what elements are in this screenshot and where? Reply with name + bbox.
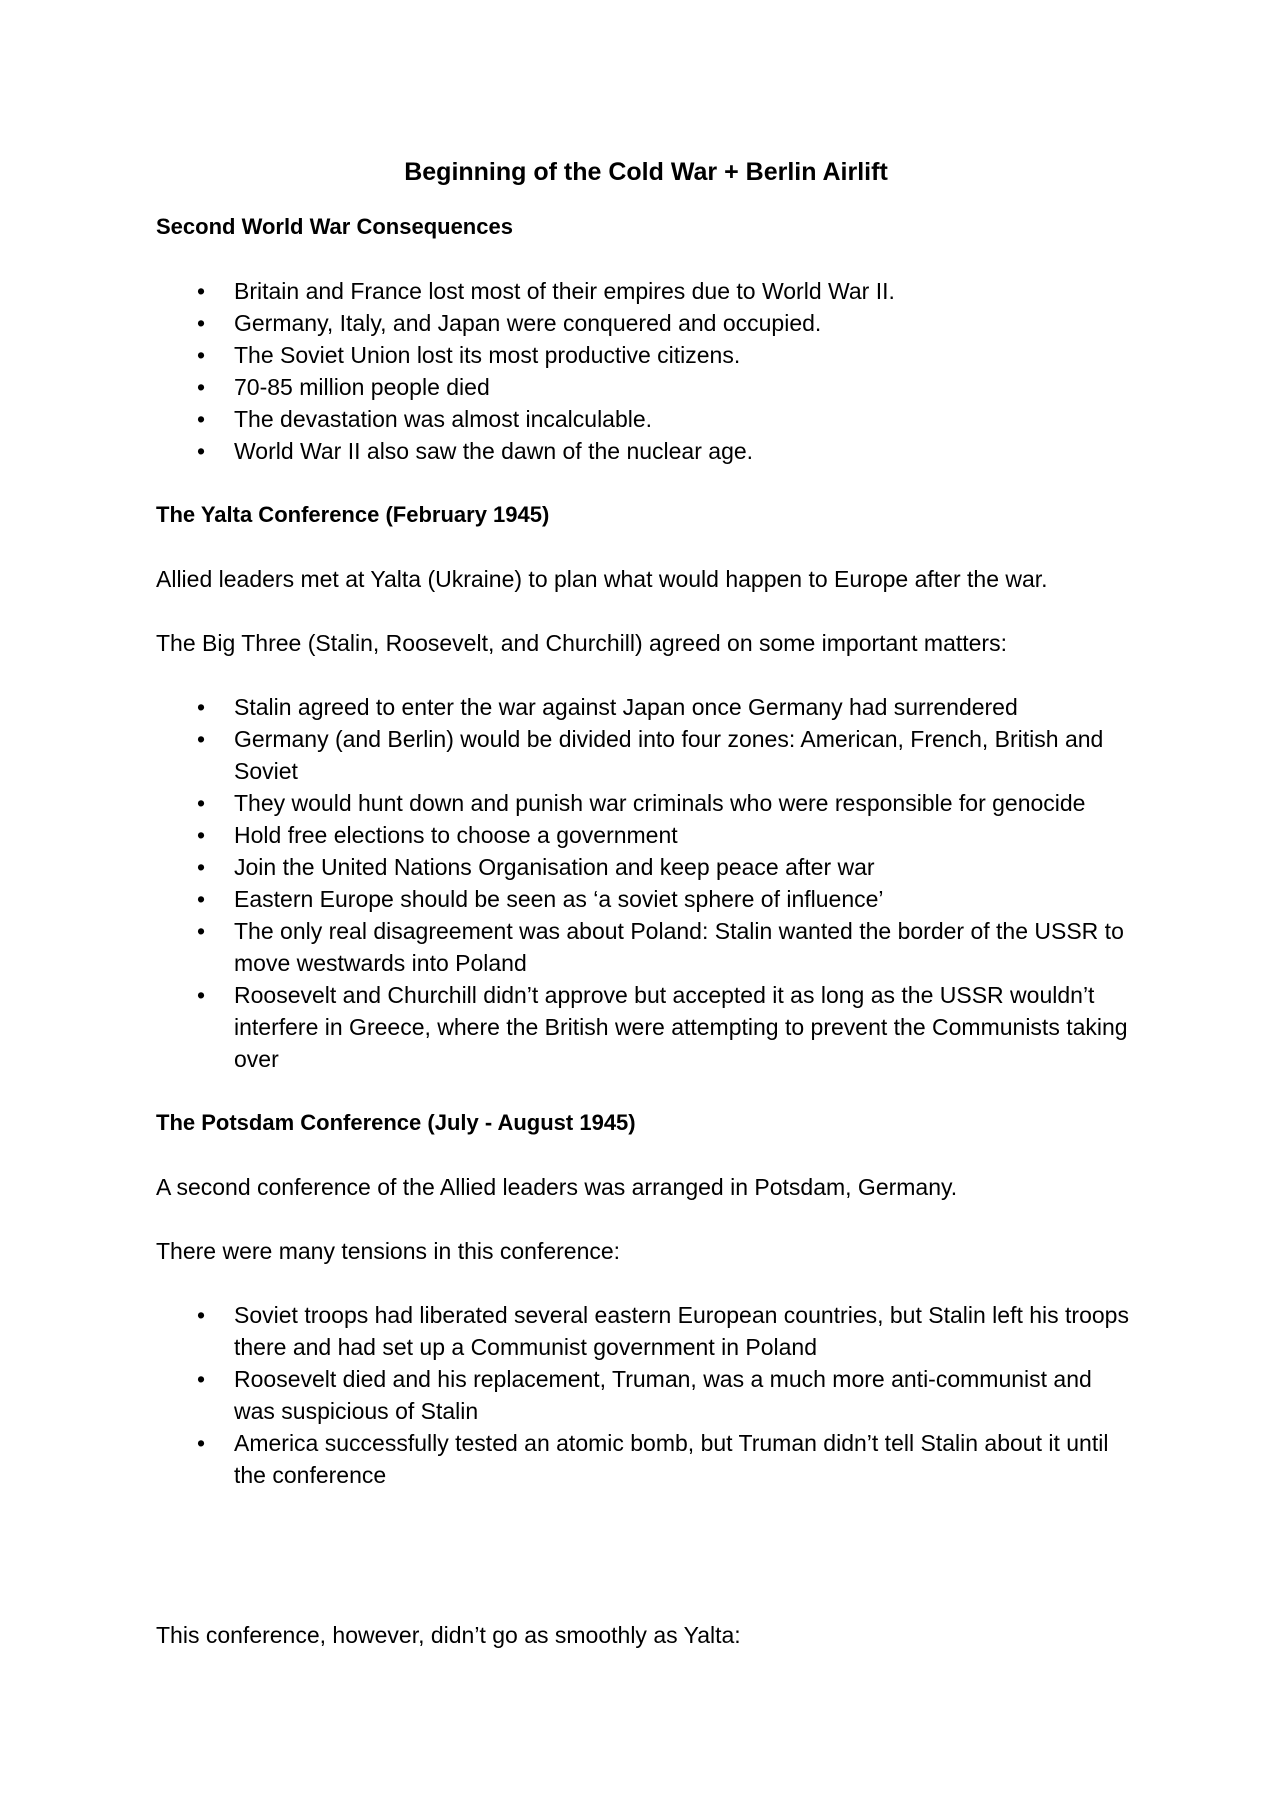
list-item (156, 691, 1136, 723)
list-item (156, 787, 1136, 819)
list-item (156, 1427, 1136, 1491)
bullet-icon: • (197, 1366, 206, 1392)
list-item (156, 403, 1136, 435)
blank-space (156, 1523, 1136, 1619)
list-item (156, 1299, 1136, 1363)
bullet-icon: • (197, 342, 206, 368)
list-item-text: 70-85 million people died (234, 374, 490, 400)
bullet-list-potsdam (156, 1299, 1136, 1491)
bullet-icon: • (197, 982, 206, 1008)
list-item (156, 851, 1136, 883)
bullet-icon: • (197, 374, 206, 400)
bullet-icon: • (197, 822, 206, 848)
list-item-text: America successfully tested an atomic bomb, but Truman didn’t tell Stalin about it until the conference (234, 1430, 1109, 1488)
paragraph-yalta-intro: Allied leaders met at Yalta (Ukraine) to plan what would happen to Europe after the war. (156, 566, 1048, 592)
bullet-icon: • (197, 438, 206, 464)
list-item (156, 371, 1136, 403)
bullet-icon: • (197, 790, 206, 816)
bullet-icon: • (197, 694, 206, 720)
bullet-list-ww2-consequences (156, 275, 1136, 467)
list-item (156, 307, 1136, 339)
bullet-icon: • (197, 1430, 206, 1456)
list-item-text: Germany (and Berlin) would be divided into four zones: American, French, British and Soviet (234, 726, 1104, 784)
list-item-text: World War II also saw the dawn of the nuclear age. (234, 438, 754, 464)
paragraph-tensions: There were many tensions in this conference: (156, 1238, 621, 1264)
bullet-icon: • (197, 886, 206, 912)
bullet-list-yalta (156, 691, 1136, 1075)
section-heading-potsdam: The Potsdam Conference (July - August 1945) (156, 1110, 636, 1135)
document-body (156, 155, 1136, 1683)
list-item (156, 883, 1136, 915)
list-item-text: Hold free elections to choose a government (234, 822, 678, 848)
page-title: Beginning of the Cold War + Berlin Airlift (404, 158, 888, 186)
bullet-icon: • (197, 406, 206, 432)
list-item-text: Soviet troops had liberated several eastern European countries, but Stalin left his troops there and had set up a Communist government in Poland (234, 1302, 1129, 1360)
section-heading-ww2-consequences: Second World War Consequences (156, 214, 513, 239)
list-item-text: Roosevelt died and his replacement, Truman, was a much more anti-communist and was suspicious of Stalin (234, 1366, 1092, 1424)
bullet-icon: • (197, 918, 206, 944)
list-item-text: Stalin agreed to enter the war against Japan once Germany had surrendered (234, 694, 1018, 720)
list-item-text: Germany, Italy, and Japan were conquered and occupied. (234, 310, 822, 336)
list-item (156, 435, 1136, 467)
paragraph-big-three: The Big Three (Stalin, Roosevelt, and Churchill) agreed on some important matters: (156, 630, 1007, 656)
list-item-text: The Soviet Union lost its most productive citizens. (234, 342, 741, 368)
list-item (156, 339, 1136, 371)
paragraph-closing: This conference, however, didn’t go as smoothly as Yalta: (156, 1622, 741, 1648)
list-item (156, 1363, 1136, 1427)
bullet-icon: • (197, 278, 206, 304)
paragraph-potsdam-intro: A second conference of the Allied leaders was arranged in Potsdam, Germany. (156, 1174, 958, 1200)
list-item (156, 819, 1136, 851)
list-item-text: Britain and France lost most of their empires due to World War II. (234, 278, 895, 304)
list-item-text: Roosevelt and Churchill didn’t approve but accepted it as long as the USSR wouldn’t interfere in Greece, where the British were attempting to prevent the Communists taking over (234, 982, 1128, 1072)
bullet-icon: • (197, 726, 206, 752)
bullet-icon: • (197, 1302, 206, 1328)
list-item-text: They would hunt down and punish war criminals who were responsible for genocide (234, 790, 1086, 816)
section-heading-yalta: The Yalta Conference (February 1945) (156, 502, 550, 527)
list-item (156, 979, 1136, 1075)
list-item (156, 723, 1136, 787)
list-item-text: The only real disagreement was about Poland: Stalin wanted the border of the USSR to move westwards into Poland (234, 918, 1124, 976)
bullet-icon: • (197, 310, 206, 336)
list-item (156, 915, 1136, 979)
list-item (156, 275, 1136, 307)
list-item-text: The devastation was almost incalculable. (234, 406, 653, 432)
list-item-text: Join the United Nations Organisation and keep peace after war (234, 854, 875, 880)
bullet-icon: • (197, 854, 206, 880)
list-item-text: Eastern Europe should be seen as ‘a soviet sphere of influence’ (234, 886, 884, 912)
